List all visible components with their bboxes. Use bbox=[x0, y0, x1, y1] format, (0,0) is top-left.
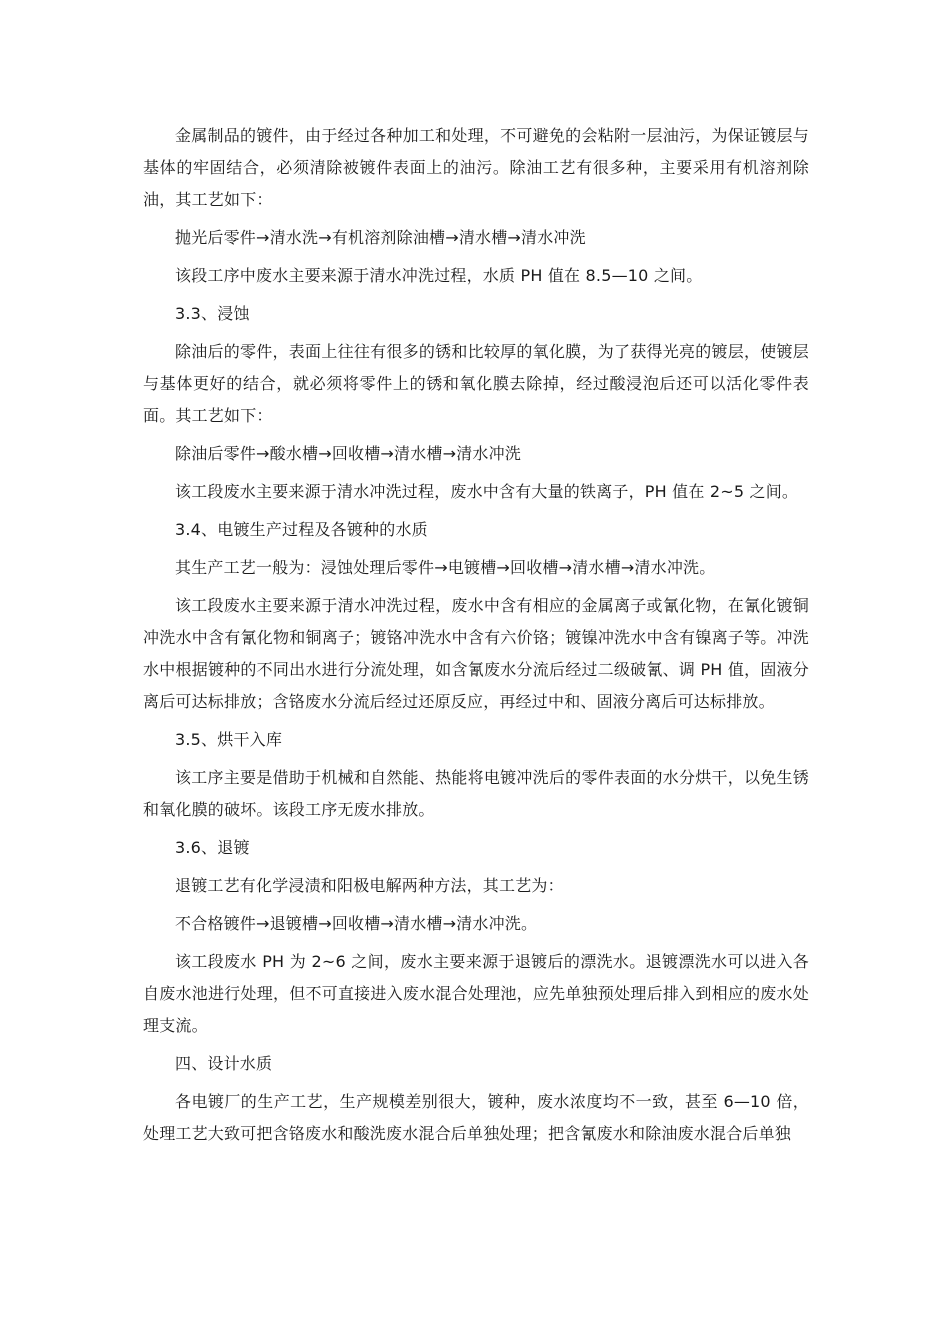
paragraph-design-water-quality: 各电镀厂的生产工艺，生产规模差别很大，镀种，废水浓度均不一致，甚至 6—10 倍，处理工艺大致可把含铬废水和酸洗废水混合后单独处理；把含氰废水和除油废水混合后单独 bbox=[143, 1092, 809, 1143]
heading-3-5: 3.5、烘干入库 bbox=[175, 730, 283, 749]
paragraph-pickling-wastewater: 该工段废水主要来源于清水冲洗过程，废水中含有大量的铁离子，PH 值在 2~5 之间。 bbox=[175, 482, 799, 501]
paragraph-degreasing-wastewater: 该段工序中废水主要来源于清水冲洗过程，水质 PH 值在 8.5—10 之间。 bbox=[175, 266, 703, 285]
paragraph-plating-wastewater: 该工段废水主要来源于清水冲洗过程，废水中含有相应的金属离子或氰化物，在氰化镀铜冲洗水中含有氰化物和铜离子；镀铬冲洗水中含有六价铬；镀镍冲洗水中含有镍离子等。冲洗水中根据镀种的不同出水进行分流处理，如含氰废水分流后经过二级破氰、调 PH 值，固液分离后可达标排放；含铬废水分流后经过还原反应，再经过中和、固液分离后可达标排放。 bbox=[143, 596, 809, 711]
paragraph-stripping-intro: 退镀工艺有化学浸渍和阳极电解两种方法，其工艺为： bbox=[175, 876, 564, 895]
heading-4: 四、设计水质 bbox=[175, 1054, 273, 1073]
paragraph-plating-process: 其生产工艺一般为：浸蚀处理后零件→电镀槽→回收槽→清水槽→清水冲洗。 bbox=[175, 558, 716, 577]
paragraph-stripping-process: 不合格镀件→退镀槽→回收槽→清水槽→清水冲洗。 bbox=[175, 914, 538, 933]
heading-3-6: 3.6、退镀 bbox=[175, 838, 250, 857]
document-body bbox=[143, 120, 809, 1156]
paragraph-pickling-process: 除油后零件→酸水槽→回收槽→清水槽→清水冲洗 bbox=[175, 444, 522, 463]
paragraph-degreasing-intro: 金属制品的镀件，由于经过各种加工和处理，不可避免的会粘附一层油污，为保证镀层与基体的牢固结合，必须清除被镀件表面上的油污。除油工艺有很多种，主要采用有机溶剂除油，其工艺如下： bbox=[143, 126, 809, 209]
heading-3-4: 3.4、电镀生产过程及各镀种的水质 bbox=[175, 520, 428, 539]
paragraph-pickling-intro: 除油后的零件，表面上往往有很多的锈和比较厚的氧化膜，为了获得光亮的镀层，使镀层与基体更好的结合，就必须将零件上的锈和氧化膜去除掉，经过酸浸泡后还可以活化零件表面。其工艺如下： bbox=[143, 342, 809, 425]
paragraph-stripping-wastewater: 该工段废水 PH 为 2~6 之间，废水主要来源于退镀后的漂洗水。退镀漂洗水可以进入各自废水池进行处理，但不可直接进入废水混合处理池，应先单独预处理后排入到相应的废水处理支流。 bbox=[143, 952, 809, 1035]
paragraph-degreasing-process: 抛光后零件→清水洗→有机溶剂除油槽→清水槽→清水冲洗 bbox=[175, 228, 586, 247]
paragraph-drying: 该工序主要是借助于机械和自然能、热能将电镀冲洗后的零件表面的水分烘干，以免生锈和氧化膜的破坏。该段工序无废水排放。 bbox=[143, 768, 809, 819]
heading-3-3: 3.3、浸蚀 bbox=[175, 304, 250, 323]
